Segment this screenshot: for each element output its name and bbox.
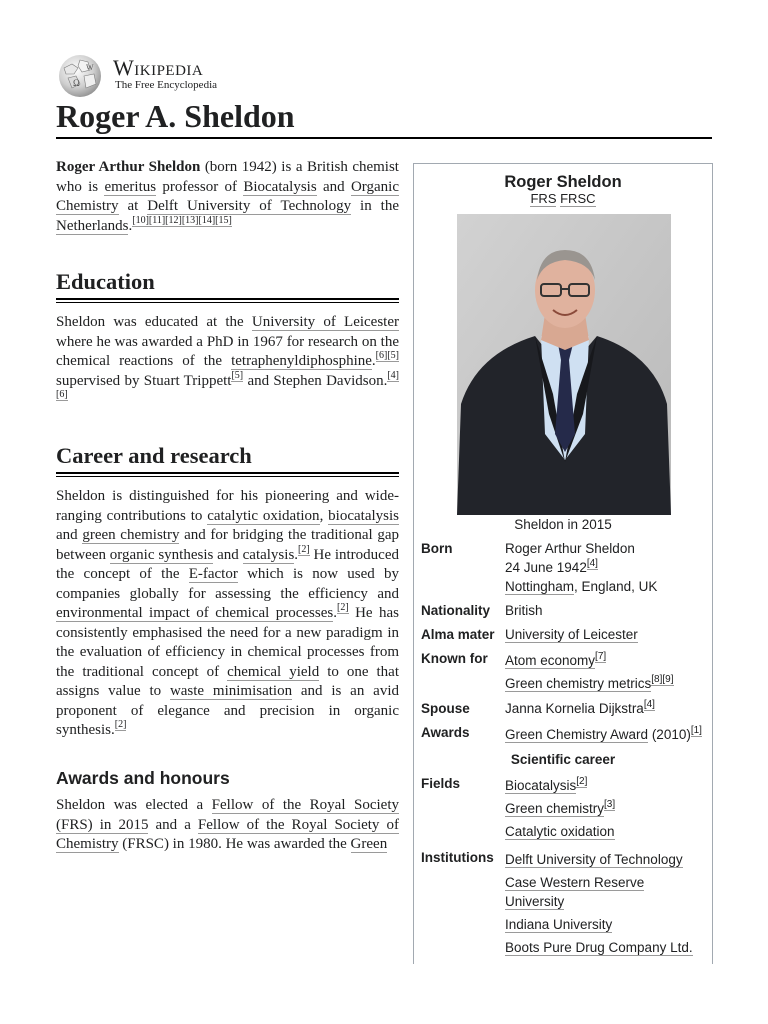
born-name: Roger Arthur Sheldon bbox=[505, 541, 635, 556]
known-for-label: Known for bbox=[421, 651, 488, 666]
institution-item bbox=[505, 874, 644, 891]
citation-superscript bbox=[376, 350, 399, 361]
career-paragraph bbox=[56, 487, 399, 741]
infobox-post-nominals bbox=[414, 191, 712, 207]
field-item bbox=[505, 823, 615, 840]
awards-value bbox=[505, 726, 702, 743]
awards-paragraph bbox=[56, 796, 399, 855]
title-divider bbox=[56, 137, 712, 139]
paragraph-text: He introduced the concept of the bbox=[56, 546, 399, 582]
field-ref[interactable]: [2] bbox=[576, 775, 588, 787]
paragraph-text: . bbox=[333, 605, 337, 621]
article-link[interactable]: Fellow of the Royal Society of Chemistry bbox=[56, 816, 399, 852]
known-for-item bbox=[505, 675, 674, 692]
paragraph-text: professor of bbox=[156, 178, 244, 195]
article-link[interactable]: organic synthesis bbox=[109, 546, 214, 563]
infobox-name: Roger Sheldon bbox=[504, 173, 622, 191]
article-link[interactable]: waste minimisation bbox=[169, 683, 293, 699]
citation-ref[interactable]: [2] bbox=[114, 719, 127, 730]
article-link[interactable]: E-factor bbox=[188, 566, 238, 582]
award-link[interactable]: Green Chemistry Award bbox=[505, 727, 649, 742]
citation-ref[interactable]: [2] bbox=[336, 602, 349, 613]
paragraph-text: Sheldon was elected a bbox=[56, 797, 212, 813]
paragraph-text: (FRSC) in 1980. He was awarded the bbox=[118, 836, 351, 852]
wikipedia-wordmark[interactable]: Wikipedia bbox=[113, 55, 204, 80]
paragraph-text: Sheldon was educated at the bbox=[56, 314, 252, 330]
section-heading-awards: Awards and honours bbox=[56, 768, 230, 788]
spouse-label: Spouse bbox=[421, 701, 470, 716]
paragraph-text: (born 1942) is a British chemist who is bbox=[56, 159, 399, 195]
institution-link[interactable]: Delft University of Technology bbox=[505, 852, 683, 867]
paragraph-text: and is an avid proponent of elegance and precision in organic synthesis. bbox=[56, 683, 399, 738]
institution-item bbox=[505, 939, 693, 956]
born-date bbox=[505, 559, 598, 576]
portrait-photo[interactable] bbox=[457, 214, 671, 515]
spouse-value bbox=[505, 700, 655, 717]
article-link[interactable]: Netherlands bbox=[56, 217, 129, 234]
article-link[interactable]: biocatalysis bbox=[328, 507, 399, 524]
citation-superscript bbox=[115, 719, 127, 730]
article-link[interactable]: tetraphenyldiphosphine bbox=[231, 353, 372, 369]
svg-text:W: W bbox=[86, 63, 94, 72]
paragraph-text: . bbox=[294, 546, 299, 563]
field-link[interactable]: Biocatalysis bbox=[505, 778, 577, 793]
wikipedia-tagline: The Free Encyclopedia bbox=[115, 79, 218, 91]
article-link[interactable]: green chemistry bbox=[82, 527, 180, 543]
paragraph-text: in the bbox=[351, 198, 400, 214]
citation-ref[interactable]: [10][11][12][13][14][15] bbox=[132, 214, 232, 226]
institution-link[interactable]: University bbox=[505, 894, 565, 909]
citation-superscript bbox=[231, 370, 243, 381]
section-heading-education: Education bbox=[56, 269, 155, 294]
known-for-link[interactable]: Atom economy bbox=[505, 653, 596, 668]
institution-link[interactable]: Case Western Reserve bbox=[505, 875, 645, 890]
field-link[interactable]: Catalytic oxidation bbox=[505, 824, 615, 839]
paragraph-text: at bbox=[118, 198, 148, 214]
section-rule-education bbox=[56, 298, 399, 303]
known-for-link[interactable]: Green chemistry metrics bbox=[505, 676, 652, 691]
born-date-ref[interactable]: [4] bbox=[586, 557, 598, 569]
paragraph-text: He has consistently emphasised the need for a new paradigm in the evaluation of efficiency in chemical processes from the traditional concept of bbox=[56, 605, 399, 680]
paragraph-text: which is now used by companies globally for assessing the efficiency and bbox=[56, 566, 399, 602]
paragraph-text: and bbox=[56, 527, 83, 543]
article-link[interactable]: catalytic oxidation bbox=[207, 507, 320, 524]
known-for-item bbox=[505, 652, 606, 669]
svg-text:Ω: Ω bbox=[73, 78, 80, 88]
institutions-label: Institutions bbox=[421, 850, 494, 865]
citation-superscript bbox=[132, 215, 232, 226]
paragraph-text: to one that assigns value to bbox=[56, 663, 399, 699]
field-item bbox=[505, 777, 587, 794]
article-link[interactable]: emeritus bbox=[104, 178, 157, 195]
scientific-career-header: Scientific career bbox=[510, 752, 616, 767]
institution-item bbox=[505, 893, 564, 910]
post-nominal-frsc-link[interactable]: FRSC bbox=[560, 191, 596, 206]
citation-ref[interactable]: [4][6] bbox=[56, 369, 399, 400]
article-link[interactable]: University of Leicester bbox=[251, 314, 400, 330]
lead-paragraph bbox=[56, 158, 399, 236]
citation-superscript bbox=[298, 544, 310, 555]
paragraph-text: and a bbox=[148, 816, 198, 833]
spouse-name: Janna Kornelia Dijkstra bbox=[505, 701, 644, 716]
born-place-rest: , England, UK bbox=[574, 579, 658, 594]
known-for-ref[interactable]: [8][9] bbox=[651, 673, 674, 685]
page-title: Roger A. Sheldon bbox=[56, 98, 295, 134]
article-link[interactable]: Organic Chemistry bbox=[56, 178, 399, 214]
born-place bbox=[505, 578, 657, 595]
born-place-link[interactable]: Nottingham bbox=[505, 579, 575, 594]
education-paragraph bbox=[56, 313, 399, 411]
wikipedia-globe-logo[interactable] bbox=[56, 54, 104, 98]
paragraph-text: and Stephen Davidson. bbox=[243, 372, 388, 389]
article-link[interactable]: Fellow of the Royal Society (FRS) in 2015 bbox=[56, 797, 399, 833]
citation-ref[interactable]: [5] bbox=[231, 369, 244, 381]
article-link[interactable]: catalysis bbox=[242, 546, 295, 563]
fields-label: Fields bbox=[421, 776, 461, 791]
paragraph-text: . bbox=[371, 353, 376, 369]
paragraph-text: Sheldon is distinguished for his pioneering and wide-ranging contributions to bbox=[56, 488, 399, 524]
alma-mater-label: Alma mater bbox=[421, 627, 495, 642]
article-link[interactable]: environmental impact of chemical processes bbox=[56, 605, 334, 621]
awards-label: Awards bbox=[421, 725, 470, 740]
field-link[interactable]: Green chemistry bbox=[505, 801, 605, 816]
born-label: Born bbox=[421, 541, 453, 556]
paragraph-text: and for bridging the traditional gap between bbox=[56, 527, 399, 563]
paragraph-text: supervised by Stuart Trippett bbox=[56, 372, 232, 389]
paragraph-text: and bbox=[213, 546, 243, 563]
institution-item bbox=[505, 916, 612, 933]
article-link[interactable]: Green bbox=[350, 836, 388, 852]
paragraph-text: . bbox=[128, 217, 133, 234]
citation-superscript bbox=[337, 602, 349, 613]
institution-link[interactable]: Boots Pure Drug Company Ltd. bbox=[505, 940, 693, 955]
subject-name: Roger Arthur Sheldon bbox=[56, 159, 201, 175]
nationality-value: British bbox=[505, 603, 543, 618]
nationality-label: Nationality bbox=[421, 603, 491, 618]
article-link[interactable]: Biocatalysis bbox=[243, 178, 317, 195]
known-for-ref[interactable]: [7] bbox=[595, 650, 607, 662]
alma-mater-value bbox=[505, 626, 638, 643]
born-date-text: 24 June 1942 bbox=[505, 560, 587, 575]
institution-link[interactable]: Indiana University bbox=[505, 917, 613, 932]
article-link[interactable]: chemical yield bbox=[227, 663, 320, 680]
spouse-ref[interactable]: [4] bbox=[643, 698, 655, 710]
award-ref[interactable]: [1] bbox=[690, 724, 702, 736]
alma-mater-link[interactable]: University of Leicester bbox=[505, 627, 638, 642]
field-ref[interactable]: [3] bbox=[604, 798, 616, 810]
photo-caption: Sheldon in 2015 bbox=[514, 517, 612, 532]
award-year: (2010) bbox=[648, 727, 691, 742]
section-heading-career: Career and research bbox=[56, 443, 252, 468]
field-item bbox=[505, 800, 615, 817]
section-rule-career bbox=[56, 472, 399, 477]
article-link[interactable]: Delft University of Technology bbox=[147, 198, 352, 214]
paragraph-text: and bbox=[316, 178, 351, 195]
paragraph-text: where he was awarded a PhD in 1967 for research on the chemical reactions of the bbox=[56, 333, 399, 369]
institution-item bbox=[505, 851, 683, 868]
post-nominal-frs-link[interactable]: FRS bbox=[530, 191, 557, 206]
infobox bbox=[413, 163, 713, 964]
citation-ref[interactable]: [6][5] bbox=[375, 350, 399, 361]
paragraph-text: , bbox=[319, 507, 329, 524]
citation-ref[interactable]: [2] bbox=[298, 543, 310, 555]
